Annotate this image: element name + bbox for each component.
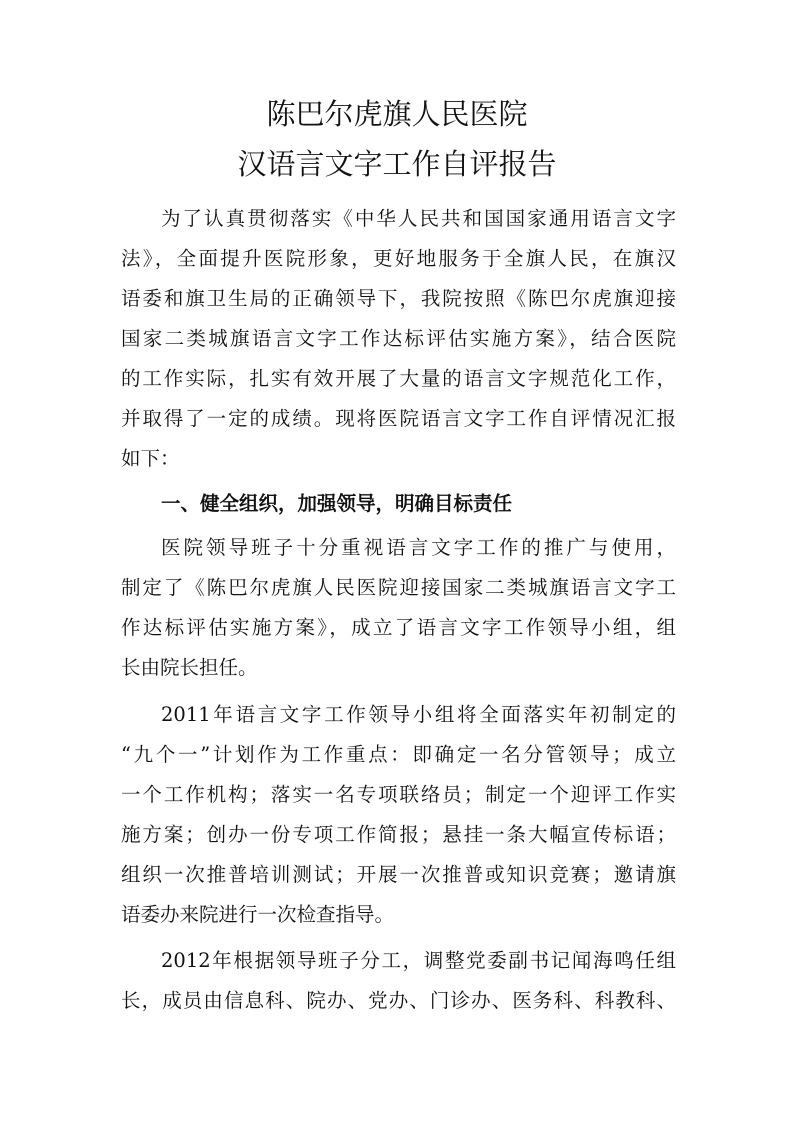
paragraph-line: 2012年根据领导班子分工，调整党委副书记闻海鸣任组 — [161, 949, 676, 972]
paragraph-line: 施方案；创办一份专项工作简报；悬挂一条大幅宣传标语； — [121, 823, 676, 846]
document-title-line-2: 汉语言文字工作自评报告 — [237, 147, 557, 181]
section-heading: 一、健全组织，加强领导，明确目标责任 — [161, 492, 513, 515]
paragraph-line: 制定了《陈巴尔虎旗人民医院迎接国家二类城旗语言文字工 — [121, 576, 676, 599]
paragraph-line: 一个工作机构；落实一名专项联络员；制定一个迎评工作实 — [121, 783, 676, 806]
intro-line: 的工作实际，扎实有效开展了大量的语言文字规范化工作， — [121, 367, 676, 390]
paragraph-line: 医院领导班子十分重视语言文字工作的推广与使用， — [161, 536, 676, 559]
intro-line: 为了认真贯彻落实《中华人民共和国国家通用语言文字 — [161, 207, 676, 230]
paragraph-line: 2011年语言文字工作领导小组将全面落实年初制定的 — [161, 703, 676, 726]
document-title-line-1: 陈巴尔虎旗人民医院 — [266, 97, 528, 131]
paragraph-line: 长，成员由信息科、院办、党办、门诊办、医务科、科教科、 — [121, 989, 676, 1012]
paragraph-line: 组织一次推普培训测试；开展一次推普或知识竞赛；邀请旗 — [121, 863, 676, 886]
paragraph-line: “九个一”计划作为工作重点：即确定一名分管领导；成立 — [121, 743, 676, 766]
paragraph-line: 语委办来院进行一次检查指导。 — [121, 903, 395, 926]
paragraph-line: 长由院长担任。 — [121, 656, 258, 679]
paragraph-line: 作达标评估实施方案》，成立了语言文字工作领导小组，组 — [121, 616, 676, 639]
intro-line: 并取得了一定的成绩。现将医院语言文字工作自评情况汇报 — [121, 407, 676, 430]
intro-line: 语委和旗卫生局的正确领导下，我院按照《陈巴尔虎旗迎接 — [121, 287, 676, 310]
intro-line: 法》，全面提升医院形象，更好地服务于全旗人民，在旗汉 — [121, 247, 676, 270]
intro-line: 如下： — [121, 447, 180, 470]
intro-line: 国家二类城旗语言文字工作达标评估实施方案》，结合医院 — [121, 327, 676, 350]
